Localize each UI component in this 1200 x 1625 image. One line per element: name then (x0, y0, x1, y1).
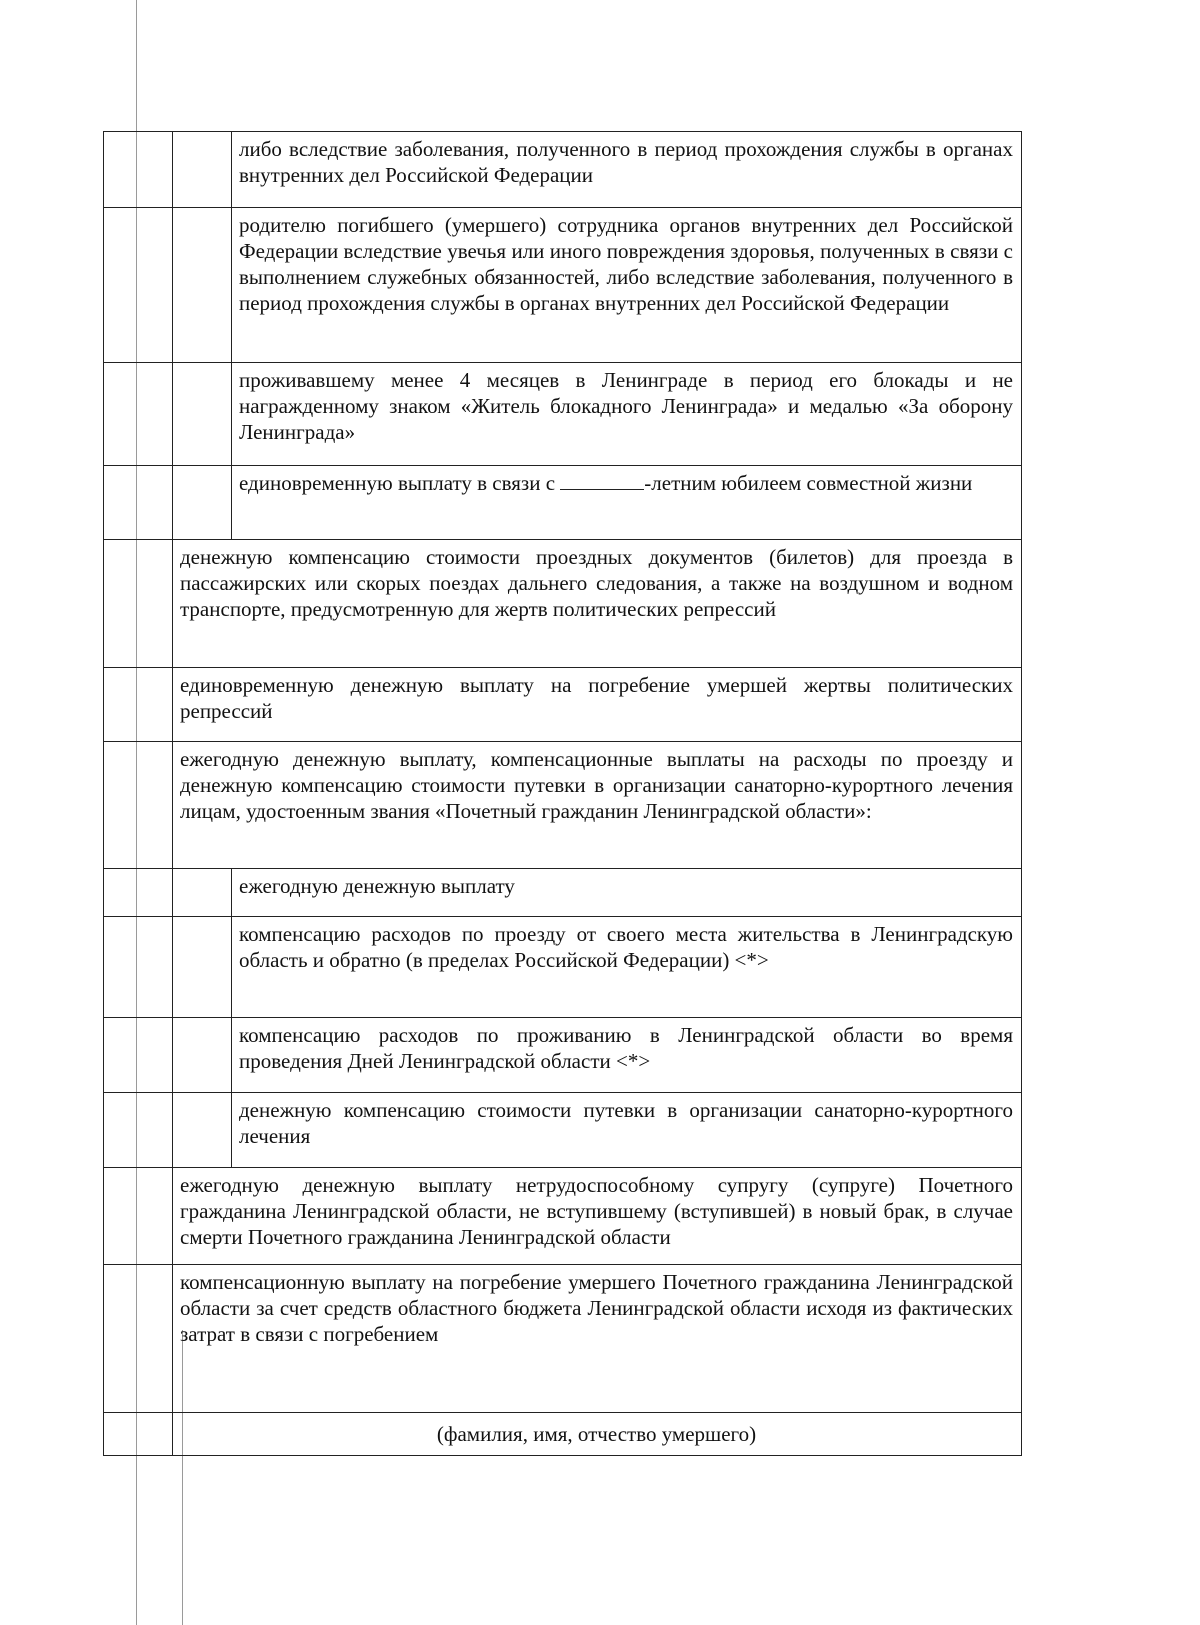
table-row (104, 1018, 1022, 1093)
anniversary-text-before: единовременную выплату в связи с (239, 471, 561, 495)
row-marker-cell (104, 1018, 173, 1093)
row-checkbox-cell (173, 132, 232, 208)
row-text: ежегодную денежную выплату, компенсационные выплаты на расходы по проезду и денежную компенсацию стоимости путевки в организации санаторно-курортного лечения лицам, удостоенным звания «Почетный гражданин Ленинградской области»: (173, 742, 1022, 869)
table-row (104, 668, 1022, 742)
row-checkbox-cell (104, 1265, 173, 1413)
table-row (104, 363, 1022, 466)
anniversary-years-blank[interactable] (560, 471, 644, 490)
row-checkbox-cell (104, 540, 173, 668)
row-text: компенсационную выплату на погребение умершего Почетного гражданина Ленинградской области за счет средств областного бюджета Ленинградской области исходя из фактических затрат в связи с погребением (173, 1265, 1022, 1413)
table-row (104, 466, 1022, 540)
row-text: денежную компенсацию стоимости путевки в организации санаторно-курортного лечения (232, 1093, 1022, 1168)
row-text: ежегодную денежную выплату нетрудоспособному супругу (супруге) Почетного гражданина Ленинградской области, не вступившему (вступившей) в новый брак, в случае смерти Почетного гражданина Ленинградской области (173, 1168, 1022, 1265)
row-text: либо вследствие заболевания, полученного в период прохождения службы в органах внутренних дел Российской Федерации (232, 132, 1022, 208)
table-row (104, 869, 1022, 917)
table-row (104, 1093, 1022, 1168)
deceased-name-caption: (фамилия, имя, отчество умершего) (173, 1413, 1022, 1456)
row-marker-cell (104, 1093, 173, 1168)
row-checkbox-cell (104, 1168, 173, 1265)
row-text (232, 466, 1022, 540)
table-row (104, 917, 1022, 1018)
table-row (104, 208, 1022, 363)
row-text: компенсацию расходов по проезду от своего места жительства в Ленинградскую область и обратно (в пределах Российской Федерации) <*> (232, 917, 1022, 1018)
table-row (104, 1413, 1022, 1456)
row-checkbox-cell (173, 917, 232, 1018)
row-marker-cell (104, 208, 173, 363)
row-checkbox-cell (173, 869, 232, 917)
table-row (104, 742, 1022, 869)
row-checkbox-cell (173, 208, 232, 363)
benefits-table (103, 131, 1022, 1456)
row-text: компенсацию расходов по проживанию в Ленинградской области во время проведения Дней Ленинградской области <*> (232, 1018, 1022, 1093)
row-marker-cell (104, 363, 173, 466)
row-text: единовременную денежную выплату на погребение умершей жертвы политических репрессий (173, 668, 1022, 742)
row-checkbox-cell (173, 466, 232, 540)
table-row (104, 1265, 1022, 1413)
row-text: родителю погибшего (умершего) сотрудника органов внутренних дел Российской Федерации вследствие увечья или иного повреждения здоровья, полученных в связи с выполнением служебных обязанностей, либо вследствие заболевания, полученного в период прохождения службы в органах внутренних дел Российской Федерации (232, 208, 1022, 363)
row-checkbox-cell (173, 1093, 232, 1168)
row-marker-cell (104, 466, 173, 540)
row-text: ежегодную денежную выплату (232, 869, 1022, 917)
row-marker-cell (104, 917, 173, 1018)
table-row (104, 1168, 1022, 1265)
table-row (104, 132, 1022, 208)
row-text: денежную компенсацию стоимости проездных документов (билетов) для проезда в пассажирских или скорых поездах дальнего следования, а также на воздушном и водном транспорте, предусмотренную для жертв политических репрессий (173, 540, 1022, 668)
row-marker-cell (104, 132, 173, 208)
row-checkbox-cell (173, 1018, 232, 1093)
row-marker-cell (104, 1413, 173, 1456)
row-marker-cell (104, 869, 173, 917)
anniversary-text-after: -летним юбилеем совместной жизни (644, 471, 973, 495)
row-checkbox-cell (104, 742, 173, 869)
row-checkbox-cell (104, 668, 173, 742)
row-text: проживавшему менее 4 месяцев в Ленинграде в период его блокады и не награжденному знаком «Житель блокадного Ленинграда» и медалью «За оборону Ленинграда» (232, 363, 1022, 466)
table-row (104, 540, 1022, 668)
row-checkbox-cell (173, 363, 232, 466)
